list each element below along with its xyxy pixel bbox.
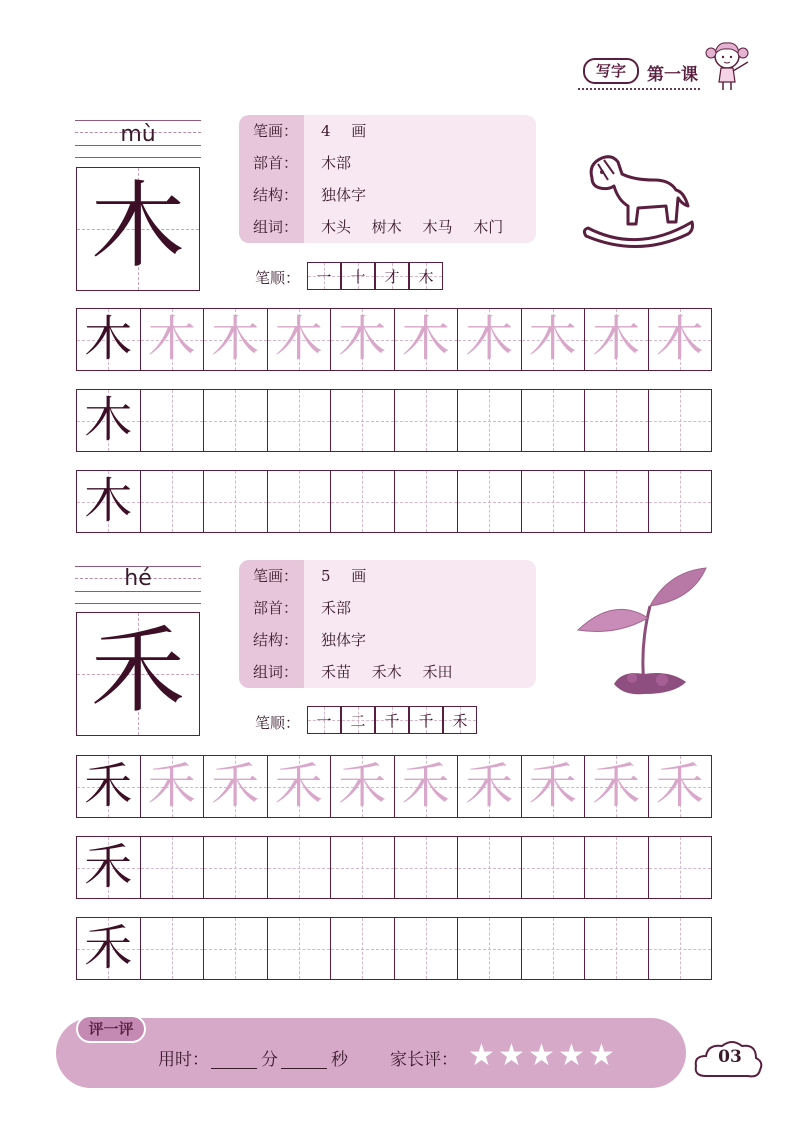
stroke-step: 二 — [350, 712, 366, 730]
trace-character[interactable]: 禾 — [211, 758, 260, 814]
blank-writing-cell[interactable] — [331, 471, 395, 532]
trace-character[interactable]: 木 — [592, 311, 641, 367]
stroke-order-cell — [341, 262, 375, 290]
blank-writing-cell[interactable] — [395, 837, 459, 898]
blank-writing-cell[interactable] — [141, 837, 205, 898]
info-value: 禾部 — [321, 599, 352, 617]
info-label: 笔画： — [253, 122, 299, 140]
model-character: 木 — [84, 392, 133, 448]
stroke-step: 才 — [384, 268, 400, 286]
pinyin: mù — [120, 122, 156, 147]
header-divider — [578, 88, 700, 90]
stroke-order-label: 笔顺： — [255, 714, 301, 732]
blank-writing-cell[interactable] — [585, 471, 649, 532]
model-character: 禾 — [84, 920, 133, 976]
stroke-step: 十 — [350, 268, 366, 286]
lesson-title: 第一课 — [647, 65, 698, 85]
trace-character[interactable]: 禾 — [592, 758, 641, 814]
trace-character[interactable]: 木 — [655, 311, 704, 367]
info-label: 组词： — [253, 218, 299, 236]
stroke-order-cell — [409, 262, 443, 290]
trace-character[interactable]: 木 — [528, 311, 577, 367]
trace-character[interactable]: 木 — [401, 311, 450, 367]
blank-writing-cell[interactable] — [204, 837, 268, 898]
blank-writing-cell[interactable] — [331, 837, 395, 898]
model-character: 木 — [84, 473, 133, 529]
practice-grid — [76, 470, 712, 533]
model-character: 禾 — [90, 617, 185, 726]
info-value: 5 画 — [321, 567, 367, 585]
model-character: 木 — [84, 311, 133, 367]
model-character: 木 — [90, 172, 185, 281]
trace-character[interactable]: 木 — [465, 311, 514, 367]
info-value: 4 画 — [321, 122, 367, 140]
blank-writing-cell[interactable] — [458, 837, 522, 898]
model-character-box — [76, 612, 200, 736]
blank-writing-cell[interactable] — [585, 390, 649, 451]
blank-writing-cell[interactable] — [268, 390, 332, 451]
stroke-step: 一 — [316, 268, 332, 286]
girl-mascot-icon — [700, 36, 760, 94]
trace-character[interactable]: 禾 — [338, 758, 387, 814]
info-label: 部首： — [253, 154, 299, 172]
model-character: 禾 — [84, 758, 133, 814]
stroke-step: 千 — [384, 712, 400, 730]
stroke-order-cell — [341, 706, 375, 734]
blank-writing-cell[interactable] — [395, 918, 459, 979]
rating-star-icon[interactable]: ★ — [528, 1038, 555, 1073]
blank-writing-cell[interactable] — [331, 918, 395, 979]
rocking-horse-icon — [578, 150, 700, 255]
info-value: 独体字 — [321, 631, 367, 649]
stroke-order-cell — [409, 706, 443, 734]
trace-character[interactable]: 禾 — [528, 758, 577, 814]
evaluation-tag: 评一评 — [76, 1015, 146, 1043]
trace-character[interactable]: 禾 — [655, 758, 704, 814]
info-value: 禾苗 禾木 禾田 — [321, 663, 453, 681]
trace-character[interactable]: 木 — [338, 311, 387, 367]
stroke-order-cell — [375, 706, 409, 734]
stroke-order-label: 笔顺： — [255, 269, 301, 287]
blank-writing-cell[interactable] — [395, 390, 459, 451]
blank-writing-cell[interactable] — [522, 390, 586, 451]
info-label: 部首： — [253, 599, 299, 617]
info-label: 结构： — [253, 631, 299, 649]
blank-writing-cell[interactable] — [649, 390, 712, 451]
stroke-step: 千 — [418, 712, 434, 730]
blank-writing-cell[interactable] — [331, 390, 395, 451]
trace-character[interactable]: 禾 — [147, 758, 196, 814]
stroke-order-cell — [307, 706, 341, 734]
rating-star-icon[interactable]: ★ — [498, 1038, 525, 1073]
seconds-blank[interactable] — [281, 1050, 327, 1069]
model-character-box — [76, 167, 200, 291]
trace-grid — [76, 755, 712, 818]
blank-writing-cell[interactable] — [141, 918, 205, 979]
stroke-order-cell — [307, 262, 341, 290]
trace-character[interactable]: 木 — [274, 311, 323, 367]
page-number: 03 — [718, 1047, 742, 1067]
blank-writing-cell[interactable] — [395, 471, 459, 532]
trace-character[interactable]: 禾 — [465, 758, 514, 814]
info-value: 木部 — [321, 154, 352, 172]
minutes-blank[interactable] — [211, 1050, 257, 1069]
lesson-type-badge: 写字 — [583, 58, 639, 84]
blank-writing-cell[interactable] — [522, 471, 586, 532]
blank-writing-cell[interactable] — [522, 837, 586, 898]
blank-writing-cell[interactable] — [458, 390, 522, 451]
info-label: 笔画： — [253, 567, 299, 585]
blank-writing-cell[interactable] — [522, 918, 586, 979]
blank-writing-cell[interactable] — [268, 837, 332, 898]
blank-writing-cell[interactable] — [585, 837, 649, 898]
time-label: 用时： — [158, 1050, 209, 1070]
model-character: 禾 — [84, 839, 133, 895]
blank-writing-cell[interactable] — [585, 918, 649, 979]
info-value: 独体字 — [321, 186, 367, 204]
blank-writing-cell[interactable] — [649, 471, 712, 532]
blank-writing-cell[interactable] — [458, 471, 522, 532]
character-info-card — [239, 115, 536, 243]
blank-writing-cell[interactable] — [649, 918, 712, 979]
stroke-order-cell — [443, 706, 477, 734]
info-label: 结构： — [253, 186, 299, 204]
practice-grid — [76, 836, 712, 899]
stroke-step: 禾 — [452, 712, 468, 730]
seedling-icon — [574, 566, 710, 700]
blank-writing-cell[interactable] — [649, 837, 712, 898]
pinyin: hé — [124, 566, 152, 591]
stroke-step: 一 — [316, 712, 332, 730]
parent-rating-label: 家长评： — [390, 1050, 458, 1070]
blank-writing-cell[interactable] — [204, 471, 268, 532]
practice-grid — [76, 917, 712, 980]
info-label: 组词： — [253, 663, 299, 681]
rating-star-icon[interactable]: ★ — [468, 1038, 495, 1073]
trace-grid — [76, 308, 712, 371]
blank-writing-cell[interactable] — [204, 918, 268, 979]
practice-grid — [76, 389, 712, 452]
second-unit: 秒 — [331, 1050, 348, 1070]
trace-character[interactable]: 禾 — [401, 758, 450, 814]
trace-character[interactable]: 木 — [211, 311, 260, 367]
blank-writing-cell[interactable] — [141, 471, 205, 532]
blank-writing-cell[interactable] — [268, 918, 332, 979]
stroke-order-cell — [375, 262, 409, 290]
trace-character[interactable]: 禾 — [274, 758, 323, 814]
blank-writing-cell[interactable] — [141, 390, 205, 451]
trace-character[interactable]: 木 — [147, 311, 196, 367]
blank-writing-cell[interactable] — [458, 918, 522, 979]
blank-writing-cell[interactable] — [204, 390, 268, 451]
rating-star-icon[interactable]: ★ — [588, 1038, 615, 1073]
blank-writing-cell[interactable] — [268, 471, 332, 532]
minute-unit: 分 — [261, 1050, 278, 1070]
info-value: 木头 树木 木马 木门 — [321, 218, 504, 236]
character-info-card — [239, 560, 536, 688]
rating-star-icon[interactable]: ★ — [558, 1038, 585, 1073]
stroke-step: 木 — [418, 268, 434, 286]
